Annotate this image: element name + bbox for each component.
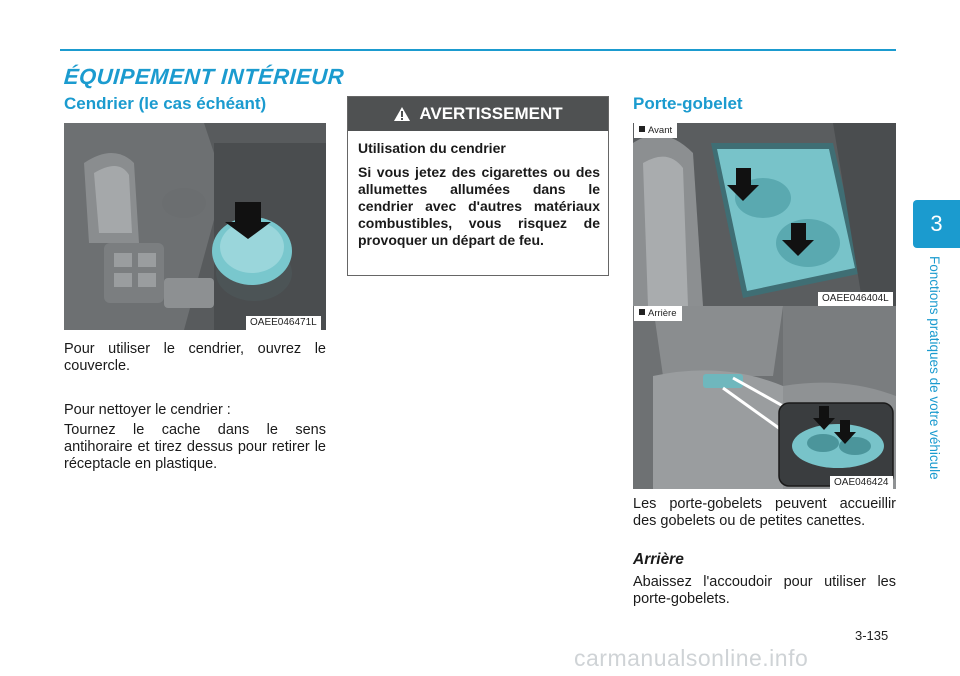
chapter-tab: 3 xyxy=(913,200,960,248)
rear-subheading: Arrière xyxy=(633,551,684,568)
ashtray-image-code: OAEE046471L xyxy=(246,316,321,330)
top-rule xyxy=(60,49,896,51)
cupholder-para-1: Les porte-gobelets peuvent accueillir des gobelets ou de petites canettes. xyxy=(633,496,896,529)
warning-text: Si vous jetez des cigarettes ou des allumettes allumées dans le cendrier avec d'autres matériaux combustibles, vous risquez de provoquer un départ de feu. xyxy=(358,164,600,248)
warning-subject: Utilisation du cendrier xyxy=(358,140,506,156)
ashtray-para-2: Pour nettoyer le cendrier : xyxy=(64,402,231,418)
ashtray-photo xyxy=(64,123,326,330)
rear-label: Arrière xyxy=(634,306,682,321)
ashtray-para-3: Tournez le cache dans le sens antihoraire et tirez dessus pour retirer le réceptacle en plastique. xyxy=(64,422,326,472)
ashtray-heading: Cendrier (le cas échéant) xyxy=(64,94,267,113)
warning-title: AVERTISSEMENT xyxy=(419,104,563,123)
cupholder-heading: Porte-gobelet xyxy=(633,94,743,113)
warning-box xyxy=(347,96,609,276)
warning-header xyxy=(348,97,608,131)
cupholder-para-2: Abaissez l'accoudoir pour utiliser les porte-gobelets. xyxy=(633,574,896,607)
section-title: ÉQUIPEMENT INTÉRIEUR xyxy=(63,64,346,89)
front-label: Avant xyxy=(634,123,677,138)
warning-triangle-icon xyxy=(393,106,411,122)
front-image-code: OAEE046404L xyxy=(818,292,893,306)
page-number: 3-135 xyxy=(855,628,889,643)
ashtray-para-1: Pour utiliser le cendrier, ouvrez le couvercle. xyxy=(64,341,326,374)
chapter-title: Fonctions pratiques de votre véhicule xyxy=(927,256,942,480)
rear-cupholder-photo xyxy=(633,306,896,489)
watermark: carmanualsonline.info xyxy=(574,645,809,671)
front-cupholder-photo xyxy=(633,123,896,306)
rear-image-code: OAE046424 xyxy=(830,476,893,490)
